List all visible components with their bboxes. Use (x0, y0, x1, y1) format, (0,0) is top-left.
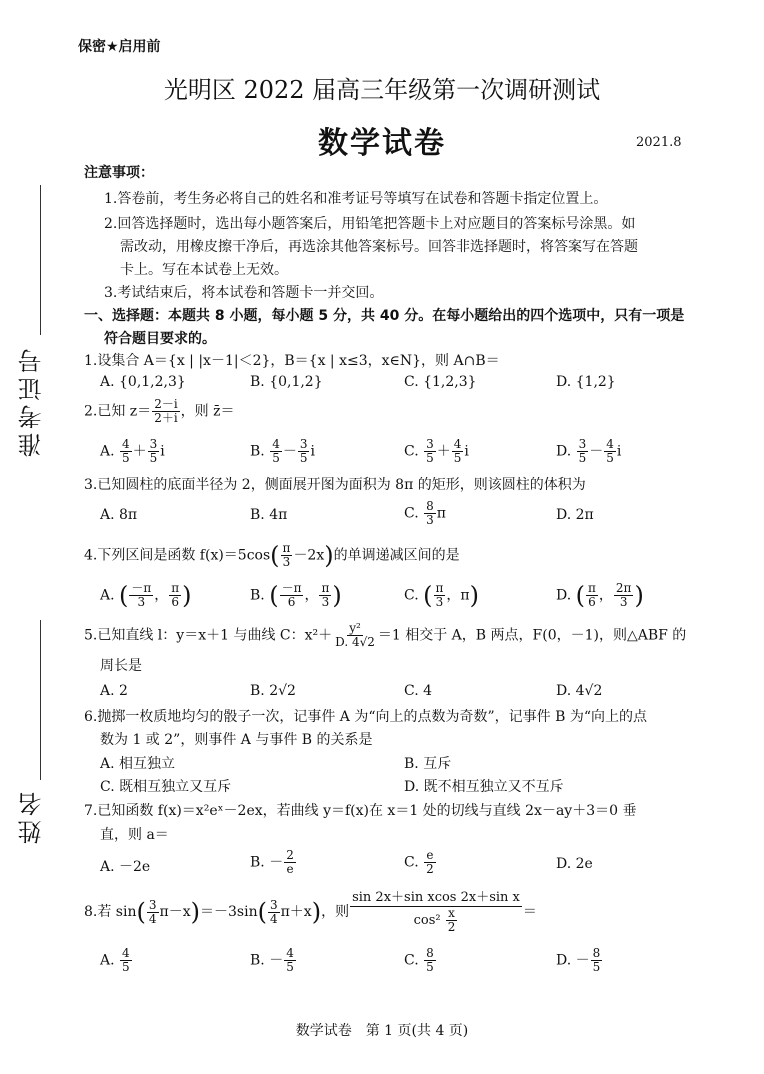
q3-option-b: B. 4π (250, 507, 288, 523)
q8-option-a: A. $\frac{4}{5}$ (100, 946, 130, 974)
q6-stem-cont: 数为 1 或 2”，则事件 A 与事件 B 的关系是 (100, 732, 373, 748)
q3-option-d: D. 2π (556, 507, 594, 523)
name-line (40, 620, 41, 780)
q4-option-a: A. ( $\frac{-\pi}{3}$ ， $\frac{\pi}{6}$ ) (100, 581, 192, 610)
q1-option-d: D. {1,2} (556, 374, 616, 390)
q4-option-b: B. ( $\frac{-\pi}{6}$ ， $\frac{\pi}{3}$ ) (250, 581, 342, 610)
section-heading: 一、选择题：本题共 8 小题，每小题 5 分，共 40 分。在每小题给出的四个选项中，只有一项是 (84, 308, 685, 324)
name-label: 姓名 (18, 788, 46, 844)
note-item: 卡上。写在本试卷上无效。 (120, 262, 288, 278)
section-heading-cont: 符合题目要求的。 (104, 331, 216, 347)
q6-option-d: D. 既不相互独立又不互斥 (404, 779, 564, 795)
notes-heading: 注意事项： (84, 165, 154, 181)
exam-no-label: 准考证号 (18, 345, 46, 457)
q7-option-a: A. －2e (100, 859, 151, 875)
q7-stem-cont: 直，则 a＝ (100, 827, 169, 843)
note-item: 需改动，用橡皮擦干净后，再选涂其他答案标号。回答非选择题时，将答案写在答题 (120, 239, 638, 255)
q7-option-c: C. $\frac{e}{2}$ (404, 848, 434, 876)
q5-stem-cont: 周长是 (100, 658, 142, 674)
q2-stem: 2.已知 z＝ $\frac{2-i}{2+i}$ ，则 z̄＝ (84, 397, 235, 425)
q7-option-b: B. － $\frac{2}{e}$ (250, 848, 294, 876)
exam-no-line (40, 185, 41, 335)
q5-option-c: C. 4 (404, 683, 433, 699)
q5-option-a: A. 2 (100, 683, 128, 699)
q5-option-d: D. 4√2 (556, 683, 603, 699)
q5-option-b: B. 2√2 (250, 683, 296, 699)
note-item: 1.答卷前，考生务必将自己的姓名和准考证号等填写在试卷和答题卡指定位置上。 (104, 191, 608, 207)
q6-option-c: C. 既相互独立又互斥 (100, 779, 232, 795)
q1-stem: 1.设集合 A＝{x | |x－1|＜2}，B＝{x | x≤3，x∈N}，则 A∩B＝ (84, 353, 500, 369)
confidential-mark: 保密★启用前 (78, 39, 161, 55)
q3-stem: 3.已知圆柱的底面半径为 2，侧面展开图为面积为 8π 的矩形，则该圆柱的体积为 (84, 477, 586, 493)
note-item: 3.考试结束后，将本试卷和答题卡一并交回。 (104, 285, 384, 301)
q7-stem: 7.已知函数 f(x)＝x²eˣ－2ex，若曲线 y＝f(x)在 x＝1 处的切线与直线 2x－ay＋3＝0 垂 (84, 803, 637, 819)
q4-stem: 4.下列区间是函数 f(x)＝5cos( $\frac{\pi}{3}$ －2x)的单调递减区间的是 (84, 541, 460, 570)
q3-option-c: C. $\frac{8}{3}$ π (404, 499, 446, 527)
q2-option-b: B. $\frac{4}{5}$ － $\frac{3}{5}$ i (250, 437, 315, 465)
q2-option-a: A. $\frac{4}{5}$ ＋ $\frac{3}{5}$ i (100, 437, 165, 465)
q4-option-d: D. ( $\frac{\pi}{6}$ ， $\frac{2\pi}{3}$ ) (556, 581, 644, 610)
q8-stem: 8.若 sin( $\frac{3}{4}$ π－x)＝－3sin( $\frac{3}{4}$ π＋x)，则 sin 2x＋sin xcos 2x＋sin x cos² $\frac{x}{2}$ ＝ (84, 890, 537, 934)
q5-stem: 5.已知直线 l：y＝x＋1 与曲线 C：x²＋ $\frac{\text{y²}}{D. 4√2}$ ＝1 相交于 A，B 两点，F(0，－1)，则△ABF 的 (84, 621, 687, 649)
q6-option-b: B. 互斥 (404, 756, 452, 772)
q4-option-c: C. ( $\frac{\pi}{3}$ ，π) (404, 581, 479, 610)
note-item: 2.回答选择题时，选出每小题答案后，用铅笔把答题卡上对应题目的答案标号涂黑。如 (104, 216, 636, 232)
q8-option-b: B. － $\frac{4}{5}$ (250, 946, 294, 974)
q1-option-b: B. {0,1,2} (250, 374, 323, 390)
q7-option-d: D. 2e (556, 856, 593, 872)
exam-date: 2021.8 (636, 135, 682, 150)
q2-option-c: C. $\frac{3}{5}$ ＋ $\frac{4}{5}$ i (404, 437, 469, 465)
q8-option-c: C. $\frac{8}{5}$ (404, 946, 434, 974)
q3-option-a: A. 8π (100, 507, 138, 523)
page-footer: 数学试卷 第 1 页(共 4 页) (295, 1023, 469, 1039)
q6-option-a: A. 相互独立 (100, 756, 176, 772)
q6-stem: 6.抛掷一枚质地均匀的骰子一次，记事件 A 为“向上的点数为奇数”，记事件 B 为“向上的点 (84, 709, 648, 725)
exam-title: 光明区 2022 届高三年级第一次调研测试 (163, 76, 601, 104)
q1-option-a: A. {0,1,2,3} (100, 374, 186, 390)
q2-option-d: D. $\frac{3}{5}$ － $\frac{4}{5}$ i (556, 437, 622, 465)
q1-option-c: C. {1,2,3} (404, 374, 477, 390)
subject-title: 数学试卷 (318, 126, 446, 161)
q8-option-d: D. － $\frac{8}{5}$ (556, 946, 601, 974)
